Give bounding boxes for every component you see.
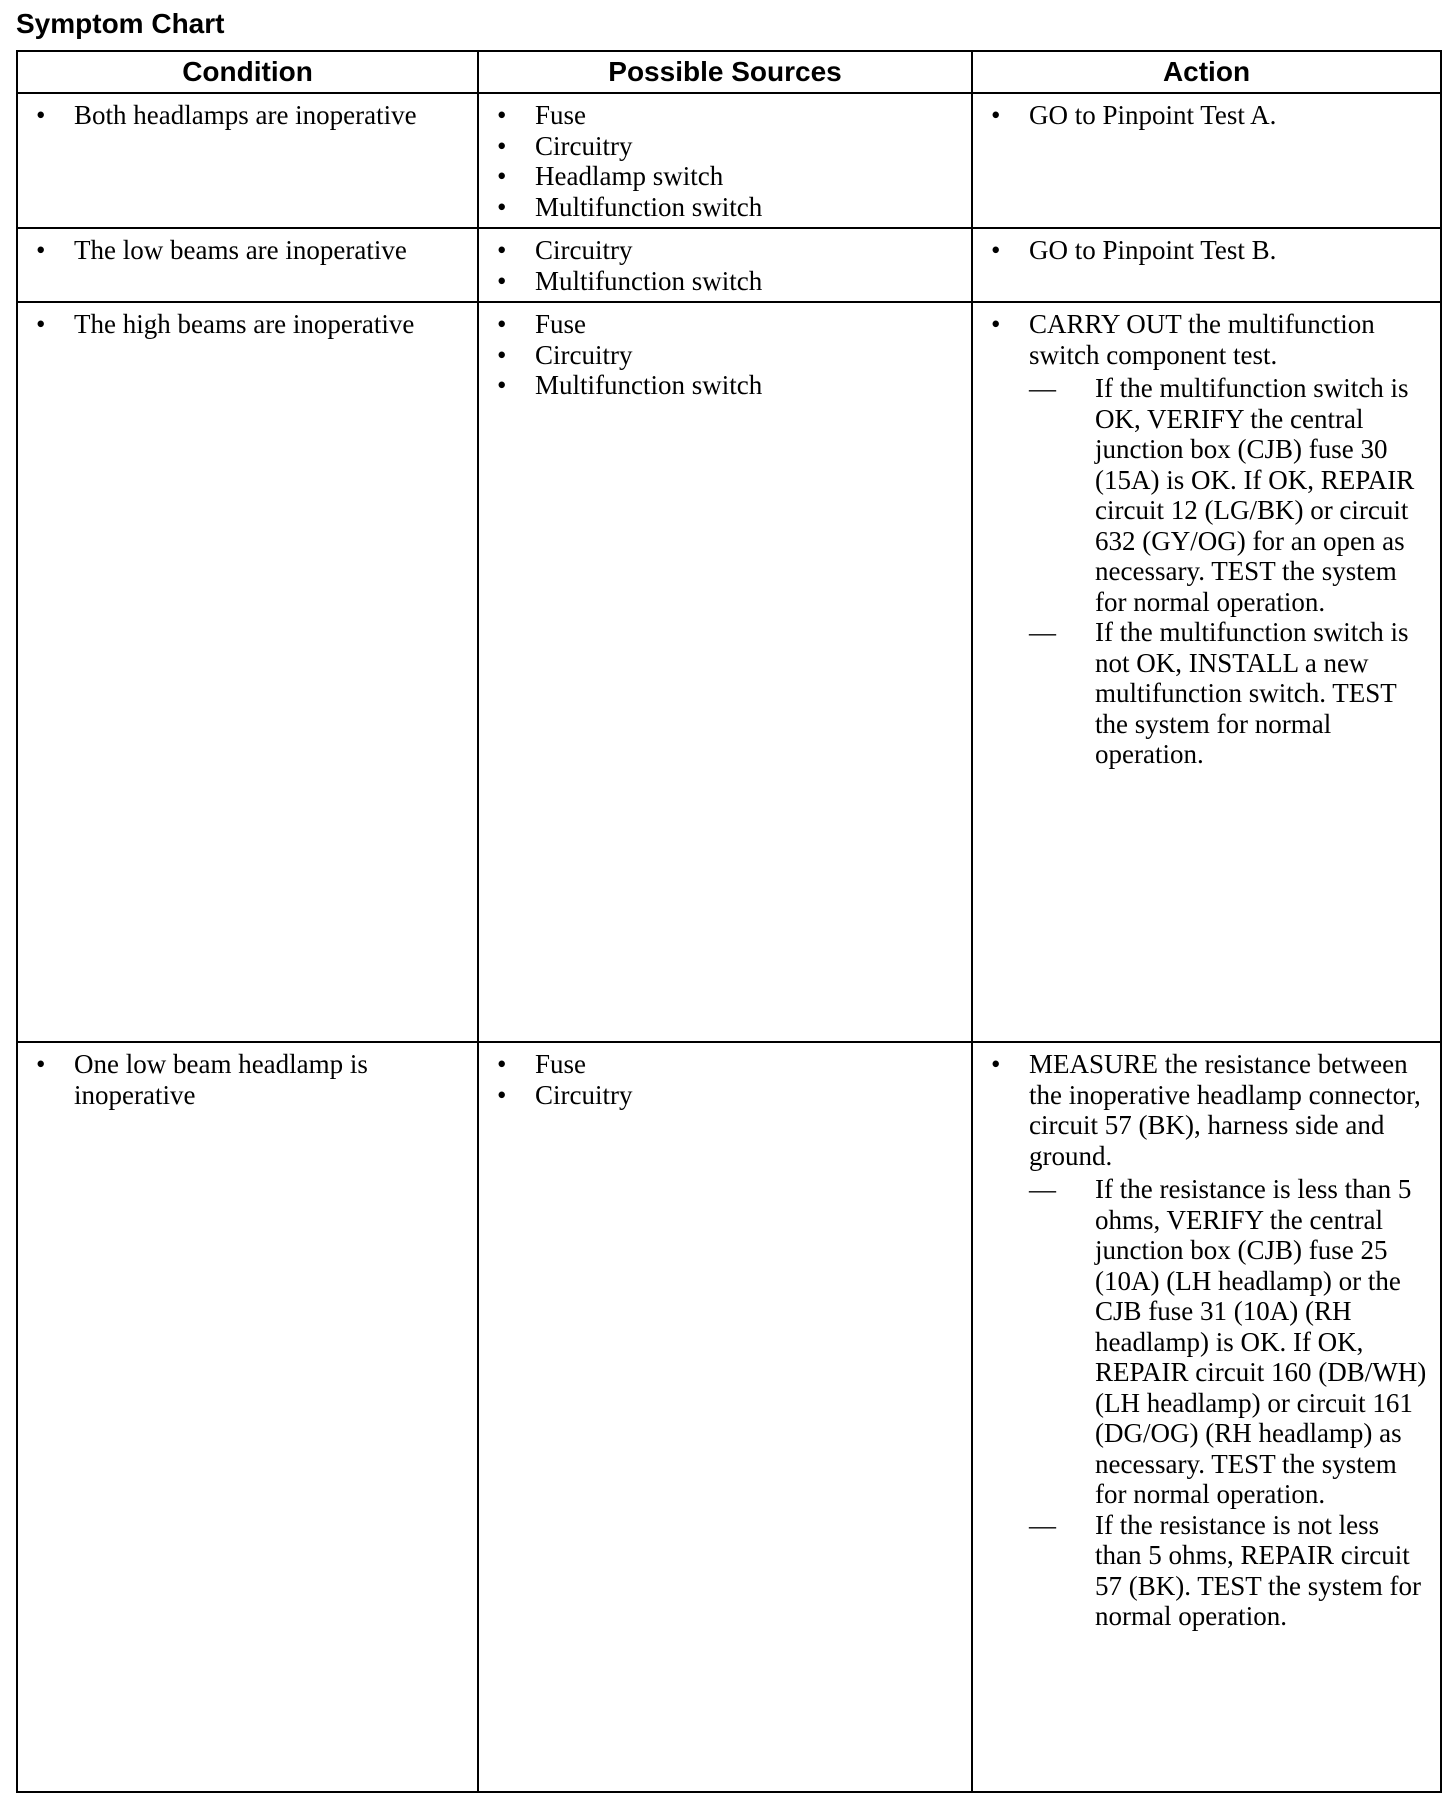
table-row	[17, 302, 1441, 1042]
header-condition: Condition	[17, 51, 478, 93]
sub-action: — If the resistance is not less than 5 ohms, REPAIR circuit 57 (BK). TEST the system for normal operation.	[1029, 1510, 1430, 1632]
source-item: • Circuitry	[487, 131, 961, 162]
sub-action: — If the multifunction switch is OK, VERIFY the central junction box (CJB) fuse 30 (15A) is OK. If OK, REPAIR circuit 12 (LG/BK) or circuit 632 (GY/OG) for an open as necessary. TEST the system for normal operation.	[1029, 373, 1430, 617]
page-title: Symptom Chart	[16, 8, 225, 39]
source-item: • Circuitry	[487, 1080, 961, 1111]
condition-cell	[17, 302, 478, 1042]
table-row	[17, 93, 1441, 228]
sub-action: — If the resistance is less than 5 ohms, VERIFY the central junction box (CJB) fuse 25 (10A) (LH headlamp) or the CJB fuse 31 (10A) (RH headlamp) is OK. If OK, REPAIR circuit 160 (DB/WH) (LH headlamp) or circuit 161 (DG/OG) (RH headlamp) as necessary. TEST the system for normal operation.	[1029, 1174, 1430, 1510]
action-cell	[972, 1042, 1441, 1792]
action-item	[981, 1049, 1430, 1632]
table-row	[17, 1042, 1441, 1792]
sources-cell	[478, 93, 972, 228]
sources-cell	[478, 302, 972, 1042]
condition-cell	[17, 228, 478, 302]
action-cell	[972, 93, 1441, 228]
action-item	[981, 309, 1430, 770]
source-item: • Fuse	[487, 100, 961, 131]
sub-action: — If the multifunction switch is not OK, INSTALL a new multifunction switch. TEST the system for normal operation.	[1029, 617, 1430, 770]
source-item: • Multifunction switch	[487, 370, 961, 401]
header-possible-sources: Possible Sources	[478, 51, 972, 93]
source-item: • Circuitry	[487, 340, 961, 371]
symptom-chart-table	[16, 50, 1442, 1793]
condition-text: • Both headlamps are inoperative	[26, 100, 467, 131]
source-item: • Fuse	[487, 1049, 961, 1080]
source-item: • Multifunction switch	[487, 266, 961, 297]
action-text: • GO to Pinpoint Test A.	[981, 100, 1430, 131]
condition-cell	[17, 1042, 478, 1792]
action-text: • GO to Pinpoint Test B.	[981, 235, 1430, 266]
condition-text: • The high beams are inoperative	[26, 309, 467, 340]
sources-cell	[478, 228, 972, 302]
table-header-row	[17, 51, 1441, 93]
action-cell	[972, 228, 1441, 302]
table-row	[17, 228, 1441, 302]
source-item: • Fuse	[487, 309, 961, 340]
source-item: • Multifunction switch	[487, 192, 961, 223]
condition-text: • One low beam headlamp is inoperative	[26, 1049, 467, 1110]
source-item: • Circuitry	[487, 235, 961, 266]
action-cell	[972, 302, 1441, 1042]
action-text: CARRY OUT the multifunction switch component test.	[1029, 309, 1375, 370]
action-text: MEASURE the resistance between the inoperative headlamp connector, circuit 57 (BK), harness side and ground.	[1029, 1049, 1421, 1171]
sources-cell	[478, 1042, 972, 1792]
condition-cell	[17, 93, 478, 228]
source-item: • Headlamp switch	[487, 161, 961, 192]
condition-text: • The low beams are inoperative	[26, 235, 467, 266]
header-action: Action	[972, 51, 1441, 93]
